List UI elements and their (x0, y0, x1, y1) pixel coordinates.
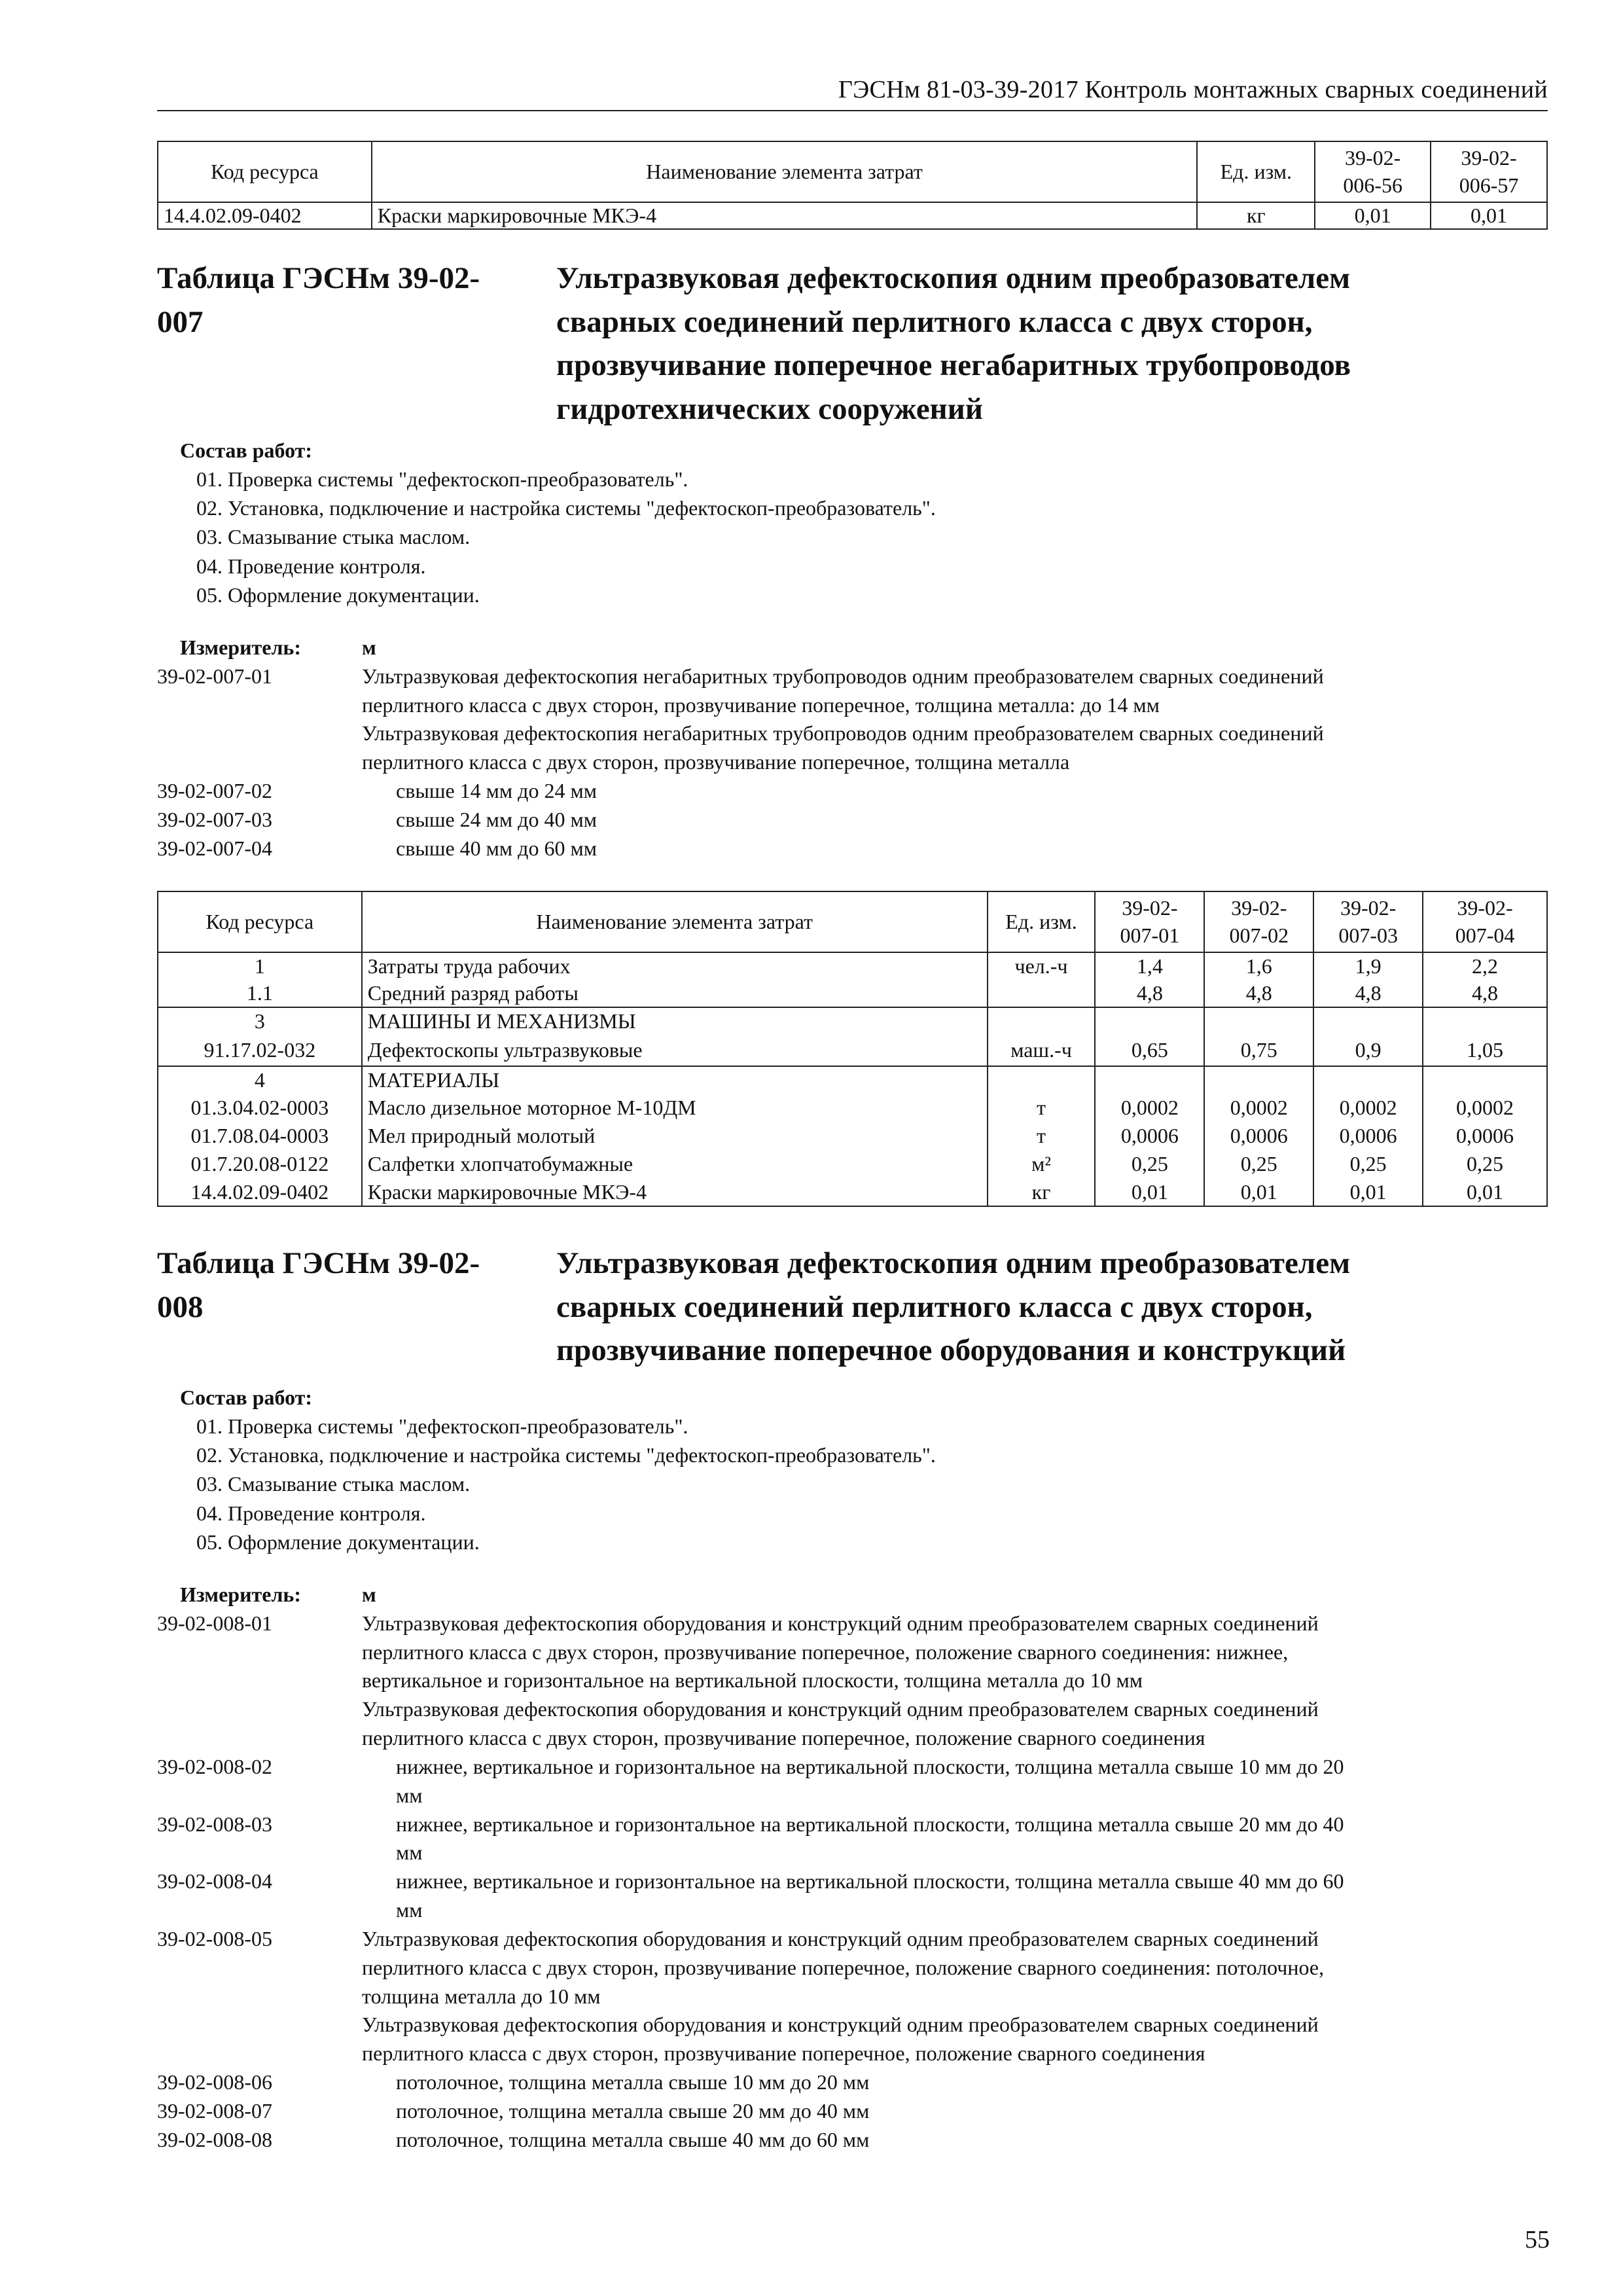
work-item: 05. Оформление документации. (196, 1530, 480, 1554)
measure-code (157, 1982, 362, 2011)
work-item: 05. Оформление документации. (196, 583, 480, 607)
work-item: 04. Проведение контроля. (196, 554, 426, 578)
measure-code: 39-02-008-01 (157, 1611, 272, 1635)
measure-text: Ультразвуковая дефектоскопия оборудования и конструкций одним преобразователем сварных соединений (362, 1697, 1319, 1721)
work-item: 03. Смазывание стыка маслом. (196, 1472, 471, 1496)
measure-code (157, 1666, 362, 1695)
col-header-code: Код ресурса (158, 891, 362, 952)
cell-code: 14.4.02.09-0402 (158, 202, 372, 229)
page-number: 55 (1525, 2226, 1550, 2253)
table-title: Ультразвуковая дефектоскопия одним преобразователем сварных соединений перлитного класса с двух сторон, прозвучивание поперечное негабаритных трубопроводов гидротехнических сооружений (556, 261, 1351, 427)
works-label: Состав работ: (180, 439, 313, 462)
measure-code (157, 2039, 362, 2068)
measure-text: мм (396, 1840, 423, 1865)
measure-row (157, 1925, 1548, 1954)
measure-row (157, 1695, 1548, 1724)
measure-rows (157, 1609, 1548, 2155)
measure-row (157, 2068, 1548, 2097)
meter-unit: м (362, 1583, 376, 1606)
works-label: Состав работ: (180, 1386, 313, 1409)
measure-row (157, 1666, 1548, 1695)
measure-code: 39-02-008-03 (157, 1812, 272, 1836)
col-header-norm-2: 39-02- 006-57 (1431, 141, 1547, 202)
section-heading-007 (157, 257, 1548, 433)
meter-label: Измеритель: (180, 636, 301, 659)
works-list-008 (157, 1383, 1548, 1556)
measure-text: перлитного класса с двух сторон, прозвучивание поперечное, положение сварного соединения: потолочное, (362, 1955, 1325, 1979)
measure-row (157, 1638, 1548, 1667)
measure-code (157, 1724, 362, 1753)
table-row: 14.4.02.09-0402 Краски маркировочные МКЭ-4 кг 0,01 0,01 0,01 0,01 (158, 1178, 1547, 1206)
col-header-norm-1: 39-02- 006-56 (1315, 141, 1431, 202)
measure-header (157, 634, 1548, 662)
measure-code: 39-02-008-02 (157, 1754, 272, 1778)
measure-header (157, 1581, 1548, 1609)
measure-row: 39-02-007-04 свыше 40 мм до 60 мм (157, 836, 597, 860)
col-header-name: Наименование элемента затрат (372, 141, 1198, 202)
cell-value: 0,01 (1431, 202, 1547, 229)
measure-row: 39-02-007-02 свыше 14 мм до 24 мм (157, 779, 597, 803)
measure-code: 39-02-008-07 (157, 2098, 272, 2123)
measure-row: перлитного класса с двух сторон, прозвучивание поперечное, толщина металла: до 14 мм (362, 692, 1160, 717)
measure-text: Ультразвуковая дефектоскопия оборудования и конструкций одним преобразователем сварных соединений (362, 1926, 1319, 1950)
measure-text: потолочное, толщина металла свыше 10 мм до 20 мм (396, 2070, 870, 2094)
table-row-group: 4 МАТЕРИАЛЫ (158, 1066, 1547, 1094)
measure-row (157, 1867, 1548, 1896)
measure-text: мм (396, 1783, 423, 1807)
measure-text: перлитного класса с двух сторон, прозвучивание поперечное, положение сварного соединения: нижнее, (362, 1640, 1289, 1664)
table-row: 01.7.20.08-0122 Салфетки хлопчатобумажные м² 0,25 0,25 0,25 0,25 (158, 1150, 1547, 1178)
measure-text: Ультразвуковая дефектоскопия оборудования и конструкций одним преобразователем сварных соединений (362, 1611, 1319, 1635)
col-header-unit: Ед. изм. (1197, 141, 1315, 202)
measure-row (157, 2126, 1548, 2155)
work-item: 04. Проведение контроля. (196, 1501, 426, 1525)
measure-code (157, 2011, 362, 2039)
measure-block-008 (157, 1581, 1548, 2155)
col-header-norm-3: 39-02- 007-03 (1313, 891, 1423, 952)
measure-row (157, 1724, 1548, 1753)
measure-row: перлитного класса с двух сторон, прозвучивание поперечное, толщина металла (362, 750, 1070, 774)
table-continuation (157, 141, 1548, 230)
table-row: 91.17.02-032 Дефектоскопы ультразвуковые маш.-ч 0,65 0,75 0,9 1,05 (158, 1035, 1547, 1066)
measure-row (157, 1896, 1548, 1925)
meter-label: Измеритель: (180, 1583, 301, 1606)
cell-unit: кг (1197, 202, 1315, 229)
measure-row (157, 1982, 1548, 2011)
col-header-norm-2: 39-02- 007-02 (1204, 891, 1313, 952)
cell-value: 0,01 (1315, 202, 1431, 229)
measure-text: толщина металла до 10 мм (362, 1984, 601, 2008)
table-row: 01.7.08.04-0003 Мел природный молотый т 0,0006 0,0006 0,0006 0,0006 (158, 1122, 1547, 1150)
measure-text: потолочное, толщина металла свыше 40 мм до 60 мм (396, 2127, 870, 2151)
measure-code: 39-02-008-06 (157, 2070, 272, 2094)
col-header-norm-1: 39-02- 007-01 (1095, 891, 1204, 952)
section-heading-008 (157, 1242, 1548, 1372)
works-list-007 (157, 436, 1548, 609)
running-header: ГЭСНм 81-03-39-2017 Контроль монтажных сварных соединений (157, 73, 1548, 111)
measure-row: 39-02-007-03 свыше 24 мм до 40 мм (157, 807, 597, 831)
work-item: 02. Установка, подключение и настройка системы "дефектоскоп-преобразователь". (196, 496, 936, 520)
measure-row (157, 1954, 1548, 1982)
work-item: 01. Проверка системы "дефектоскоп-преобразователь". (196, 1414, 688, 1439)
table-number: Таблица ГЭСНм 39-02- 008 (157, 1246, 480, 1324)
measure-text: вертикальное и горизонтальное на вертикальной плоскости, толщина металла до 10 мм (362, 1668, 1143, 1693)
table-row-group: 3 МАШИНЫ И МЕХАНИЗМЫ (158, 1007, 1547, 1035)
resource-table-007 (157, 891, 1548, 1207)
measure-text: Ультразвуковая дефектоскопия оборудования и конструкций одним преобразователем сварных соединений (362, 2013, 1319, 2037)
measure-code (157, 1954, 362, 1982)
measure-row: Ультразвуковая дефектоскопия негабаритных трубопроводов одним преобразователем сварных соединений (362, 721, 1324, 745)
measure-row (157, 1753, 1548, 1782)
measure-row (157, 2097, 1548, 2126)
col-header-code: Код ресурса (158, 141, 372, 202)
measure-code: 39-02-008-08 (157, 2127, 272, 2151)
measure-code (157, 1695, 362, 1724)
measure-text: нижнее, вертикальное и горизонтальное на вертикальной плоскости, толщина металла свыше 40 мм до 60 (396, 1869, 1344, 1893)
work-item: 01. Проверка системы "дефектоскоп-преобразователь". (196, 467, 688, 492)
work-item: 02. Установка, подключение и настройка системы "дефектоскоп-преобразователь". (196, 1443, 936, 1467)
table-number: Таблица ГЭСНм 39-02- 007 (157, 261, 480, 339)
work-item: 03. Смазывание стыка маслом. (196, 525, 471, 549)
measure-row (157, 2011, 1548, 2039)
measure-code: 39-02-008-05 (157, 1926, 272, 1950)
measure-row (157, 1839, 1548, 1867)
measure-code: 39-02-008-04 (157, 1869, 272, 1893)
measure-row (157, 1609, 1548, 1638)
measure-text: перлитного класса с двух сторон, прозвучивание поперечное, положение сварного соединения (362, 1726, 1205, 1750)
cell-name: Краски маркировочные МКЭ-4 (372, 202, 1198, 229)
col-header-norm-4: 39-02- 007-04 (1423, 891, 1547, 952)
measure-row (157, 1810, 1548, 1839)
measure-code (157, 1782, 362, 1810)
measure-block-007 (157, 634, 1548, 863)
measure-code (157, 1896, 362, 1925)
col-header-name: Наименование элемента затрат (362, 891, 988, 952)
table-title: Ультразвуковая дефектоскопия одним преобразователем сварных соединений перлитного класса с двух сторон, прозвучивание поперечное оборудования и конструкций (556, 1246, 1351, 1368)
measure-text: перлитного класса с двух сторон, прозвучивание поперечное, положение сварного соединения (362, 2041, 1205, 2066)
table-row: 1.1 Средний разряд работы 4,8 4,8 4,8 4,8 (158, 980, 1547, 1007)
col-header-unit: Ед. изм. (988, 891, 1096, 952)
measure-code (157, 1839, 362, 1867)
measure-row (157, 2039, 1548, 2068)
measure-text: нижнее, вертикальное и горизонтальное на вертикальной плоскости, толщина металла свыше 20 мм до 40 (396, 1812, 1344, 1836)
measure-row: 39-02-007-01 Ультразвуковая дефектоскопия негабаритных трубопроводов одним преобразователем сварных соединений (157, 664, 1324, 688)
measure-code (157, 1638, 362, 1667)
measure-text: потолочное, толщина металла свыше 20 мм до 40 мм (396, 2098, 870, 2123)
table-row: 1 Затраты труда рабочих чел.-ч 1,4 1,6 1,9 2,2 (158, 952, 1547, 980)
measure-text: нижнее, вертикальное и горизонтальное на вертикальной плоскости, толщина металла свыше 10 мм до 20 (396, 1754, 1344, 1778)
measure-row (157, 1782, 1548, 1810)
meter-unit: м (362, 636, 376, 659)
table-row: 01.3.04.02-0003 Масло дизельное моторное М-10ДМ т 0,0002 0,0002 0,0002 0,0002 (158, 1094, 1547, 1122)
measure-text: мм (396, 1898, 423, 1922)
